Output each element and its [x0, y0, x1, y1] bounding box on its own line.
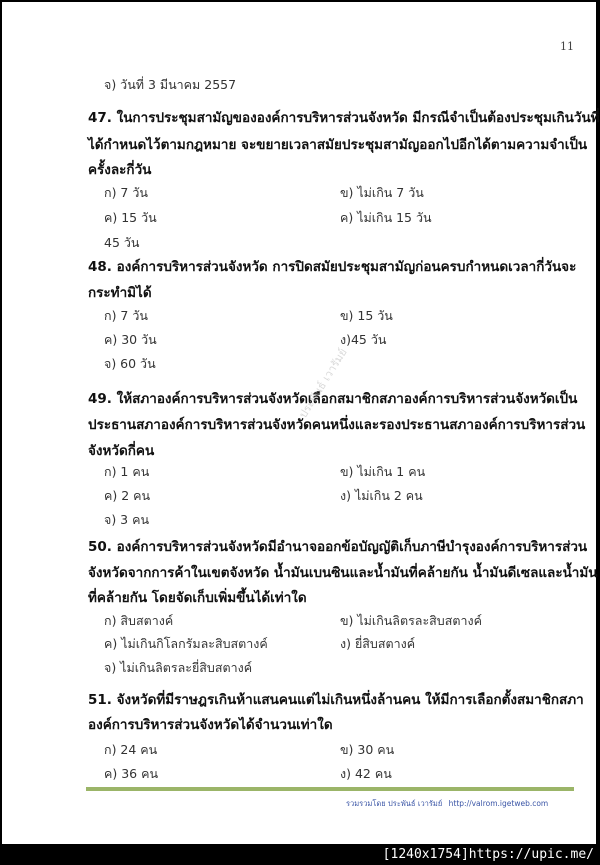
option-a: ก) 7 วัน: [104, 185, 148, 200]
option-b: ข) ไม่เกิน 1 คน: [340, 464, 426, 479]
diagonal-watermark: ประพันธ์ เวารัมย์: [296, 346, 350, 421]
option-e-previous-question: จ) วันที่ 3 มีนาคม 2557: [104, 77, 237, 92]
option-b: ข) 15 วัน: [340, 308, 393, 323]
option-c: ค) 30 วัน: [104, 332, 157, 347]
footer-credit-text: รวมรวมโดย ประพันธ์ เวารัมย์: [346, 799, 443, 808]
option-b: ข) ไม่เกิน 7 วัน: [340, 185, 424, 200]
option-d: ง)45 วัน: [340, 332, 387, 347]
question-text: จังหวัดจากการค้าในเขตจังหวัด น้ำมันเบนซินและน้ำมันที่คล้ายกัน น้ำมันดีเซลและน้ำมัน: [88, 565, 598, 581]
option-a: ก) 24 คน: [104, 742, 158, 757]
option-c: ค) 15 วัน: [104, 210, 157, 225]
page-number: 11: [560, 40, 574, 53]
question-text: ได้กำหนดไว้ตามกฎหมาย จะขยายเวลาสมัยประชุมสามัญออกไปอีกได้ตามความจำเป็น: [88, 137, 588, 153]
option-b: ข) ไม่เกินลิตรละสิบสตางค์: [340, 613, 482, 628]
question-text: 49. ให้สภาองค์การบริหารส่วนจังหวัดเลือกสมาชิกสภาองค์การบริหารส่วนจังหวัดเป็น: [88, 391, 578, 407]
option-e: จ) 3 คน: [104, 512, 150, 527]
footer-divider: [86, 787, 574, 791]
option-a: ก) สิบสตางค์: [104, 613, 174, 628]
question-text: องค์การบริหารส่วนจังหวัดได้จำนวนเท่าใด: [88, 717, 333, 733]
option-d: ง) ยี่สิบสตางค์: [340, 636, 416, 651]
question-text: ครั้งละกี่วัน: [88, 162, 152, 178]
option-c: ค) ไม่เกินกิโลกรัมละสิบสตางค์: [104, 636, 268, 651]
question-text: กระทำมิได้: [88, 285, 152, 301]
option-d: ง) 42 คน: [340, 766, 392, 781]
question-text: 50. องค์การบริหารส่วนจังหวัดมีอำนาจออกข้อบัญญัติเก็บภาษีบำรุงองค์การบริหารส่วน: [88, 539, 588, 555]
question-text: จังหวัดกี่คน: [88, 443, 155, 459]
document-page: [2, 2, 600, 844]
option-d: ค) ไม่เกิน 15 วัน: [340, 210, 432, 225]
question-text: 47. ในการประชุมสามัญขององค์การบริหารส่วนจังหวัด มีกรณีจำเป็นต้องประชุมเกินวันที่: [88, 110, 600, 126]
option-a: ก) 1 คน: [104, 464, 150, 479]
option-c: ค) 2 คน: [104, 488, 151, 503]
question-text: ประธานสภาองค์การบริหารส่วนจังหวัดคนหนึ่งและรองประธานสภาองค์การบริหารส่วน: [88, 417, 586, 433]
image-host-stamp: [1240x1754]https://upic.me/: [382, 847, 594, 862]
option-d: ง) ไม่เกิน 2 คน: [340, 488, 423, 503]
option-e: 45 วัน: [104, 235, 140, 250]
option-e: จ) ไม่เกินลิตรละยี่สิบสตางค์: [104, 660, 253, 675]
option-c: ค) 36 คน: [104, 766, 158, 781]
question-text: ที่คล้ายกัน โดยจัดเก็บเพิ่มขึ้นได้เท่าใด: [88, 590, 307, 606]
option-b: ข) 30 คน: [340, 742, 395, 757]
image-host-bar: [0, 846, 600, 865]
footer-url[interactable]: http://valrom.igetweb.com: [448, 799, 549, 808]
option-e: จ) 60 วัน: [104, 356, 156, 371]
footer-credit: [346, 798, 548, 810]
option-a: ก) 7 วัน: [104, 308, 148, 323]
question-text: 48. องค์การบริหารส่วนจังหวัด การปิดสมัยประชุมสามัญก่อนครบกำหนดเวลากี่วันจะ: [88, 259, 577, 275]
question-text: 51. จังหวัดที่มีราษฎรเกินห้าแสนคนแต่ไม่เกินหนึ่งล้านคน ให้มีการเลือกตั้งสมาชิกสภา: [88, 692, 584, 708]
